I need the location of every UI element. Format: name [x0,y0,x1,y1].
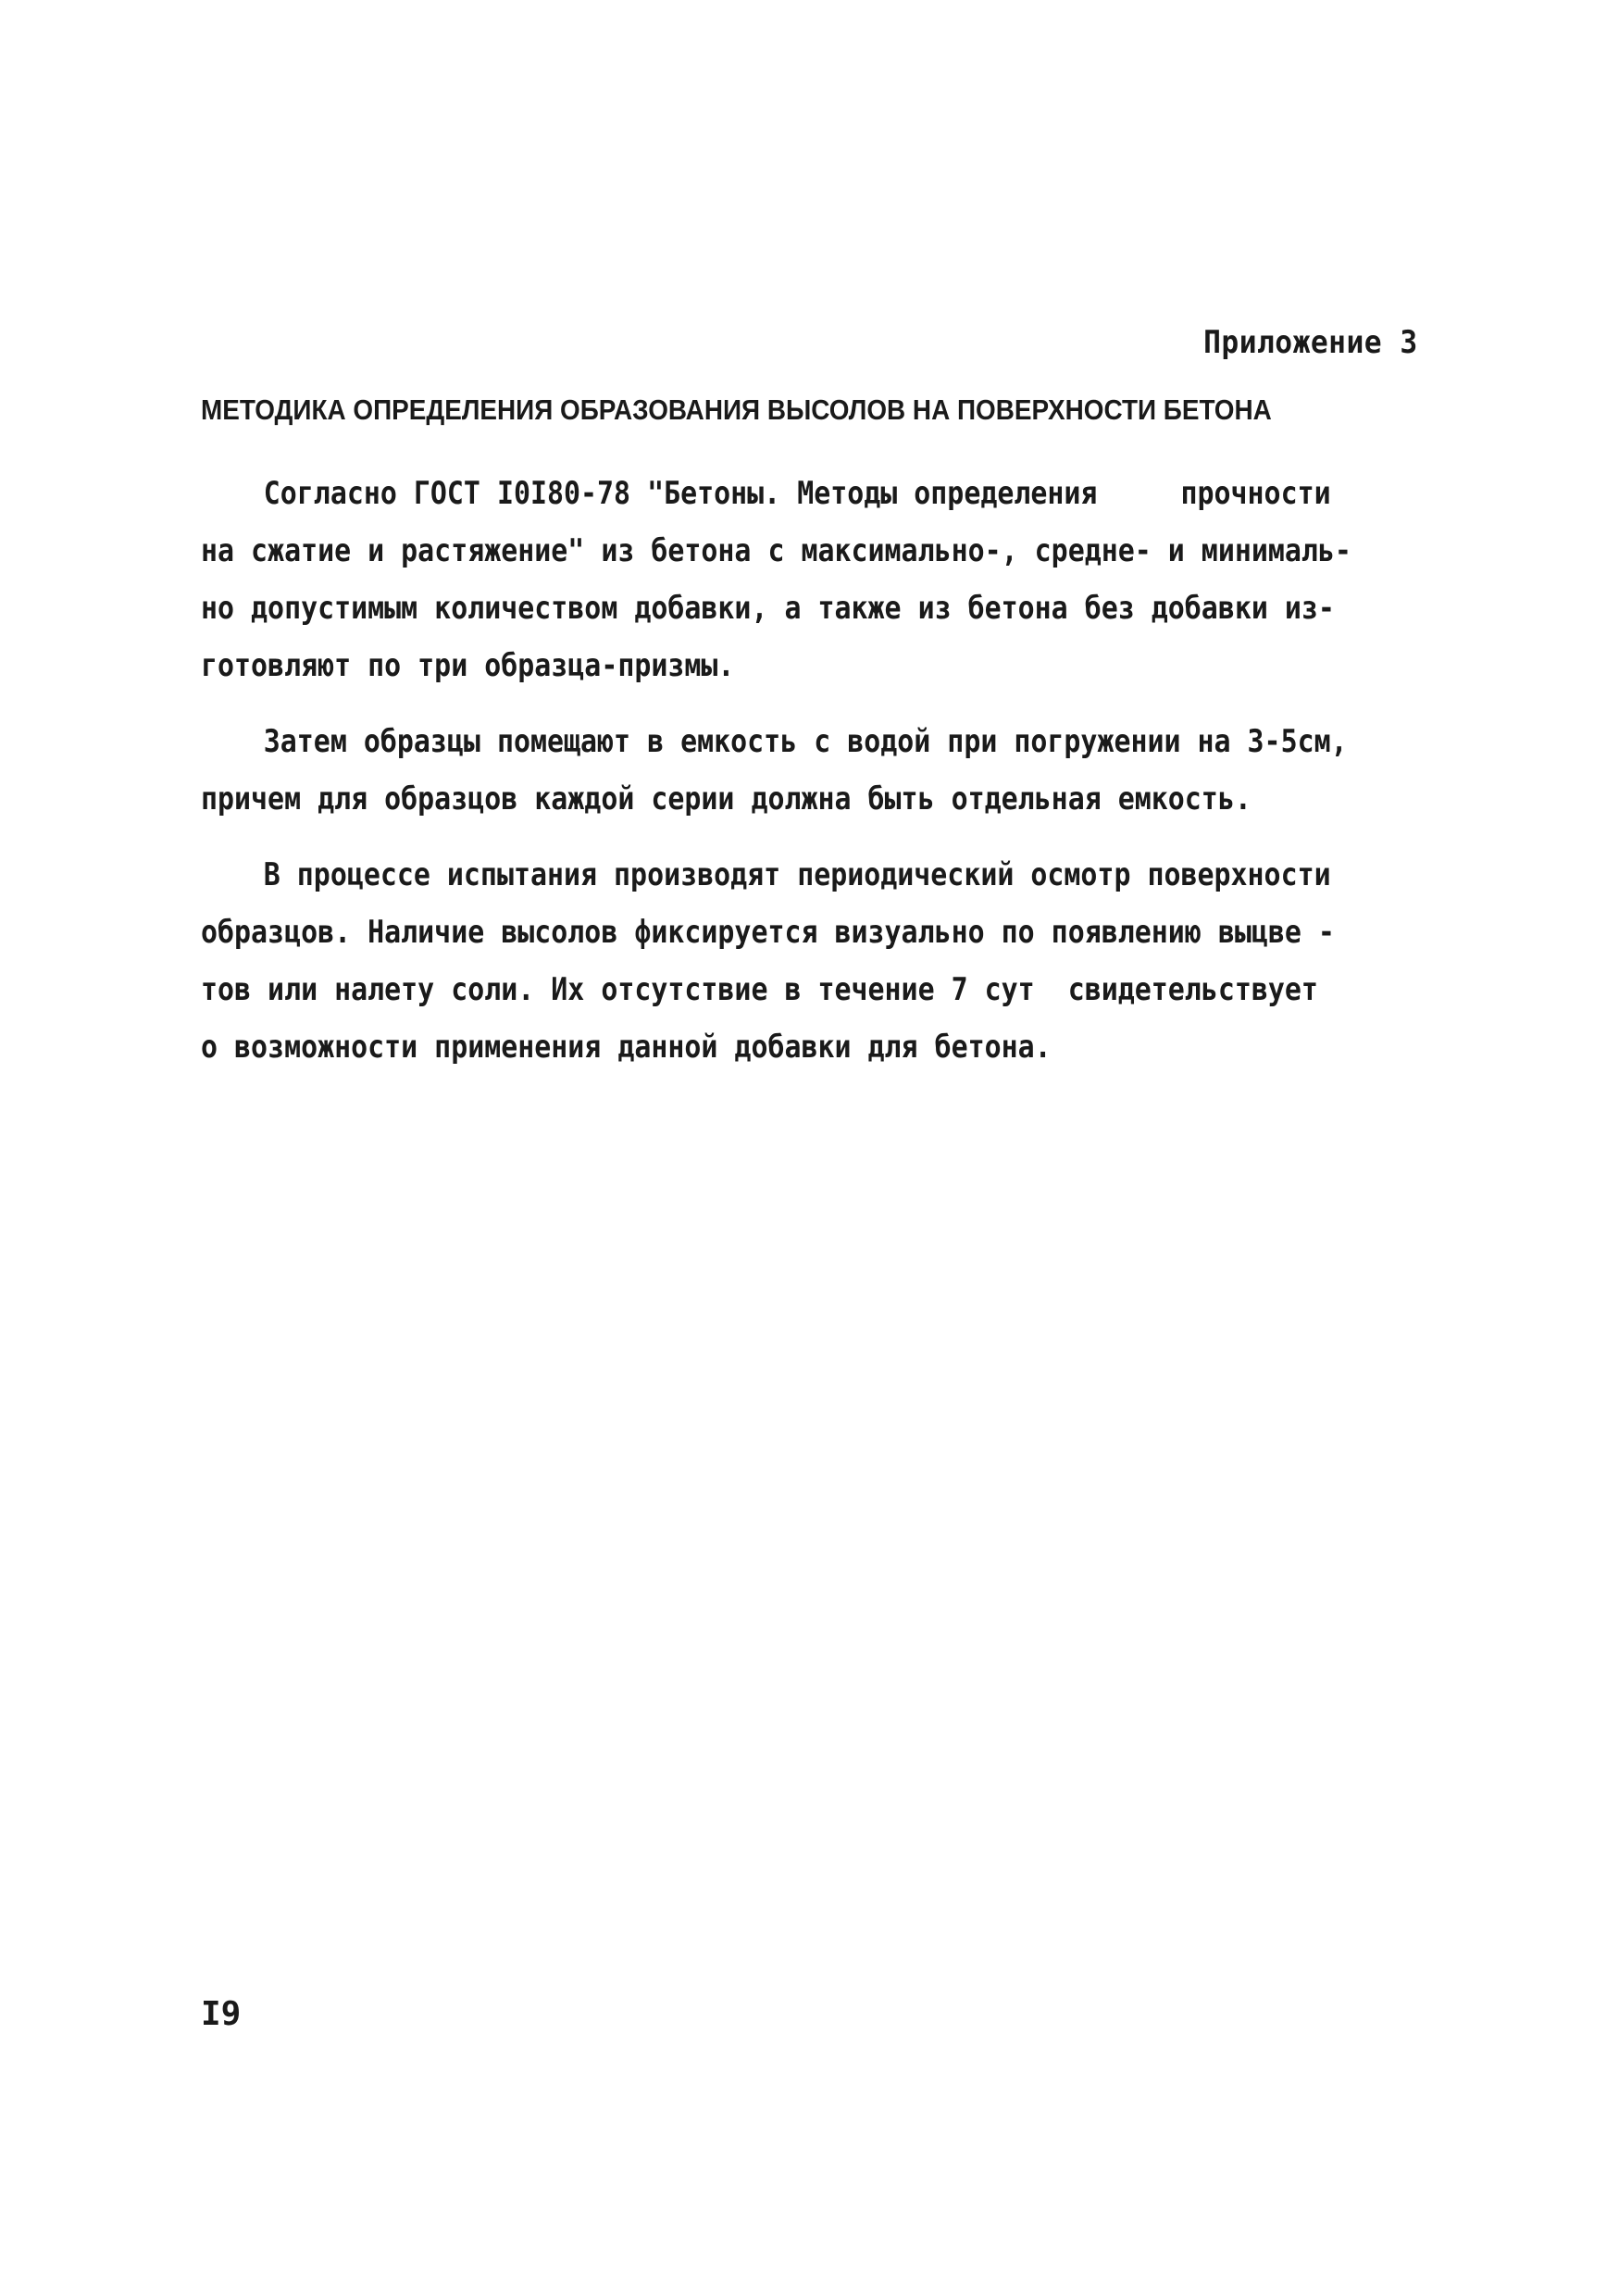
document-title: МЕТОДИКА ОПРЕДЕЛЕНИЯ ОБРАЗОВАНИЯ ВЫСОЛОВ НА ПОВЕРХНОСТИ БЕТОНА [201,393,1272,426]
paragraph-1-line-2: на сжатие и растяжение" из бетона с максимально-, средне- и минималь- [201,532,1351,569]
page-number: I9 [201,1995,242,2033]
appendix-label: Приложение 3 [1203,324,1418,361]
paragraph-3-line-3: тов или налету соли. Их отсутствие в течение 7 сут свидетельствует [201,971,1318,1008]
paragraph-3-line-2: образцов. Наличие высолов фиксируется визуально по появлению выцве - [201,914,1335,951]
body-text [201,465,1438,1076]
paragraph-1-line-4: готовляют по три образца-призмы. [201,647,735,684]
paragraph-2-line-1: Затем образцы помещают в емкость с водой при погружении на 3-5см, [263,723,1348,760]
paragraph-1-line-1: Согласно ГОСТ I0I80-78 "Бетоны. Методы определения прочности [263,475,1331,512]
paragraph-3-line-1: В процессе испытания производят периодический осмотр поверхности [263,856,1331,893]
paragraph-1-line-3: но допустимым количеством добавки, а также из бетона без добавки из- [201,590,1335,627]
paragraph-2-line-2: причем для образцов каждой серии должна быть отдельная емкость. [201,780,1252,817]
paragraph-3-line-4: о возможности применения данной добавки для бетона. [201,1029,1052,1066]
